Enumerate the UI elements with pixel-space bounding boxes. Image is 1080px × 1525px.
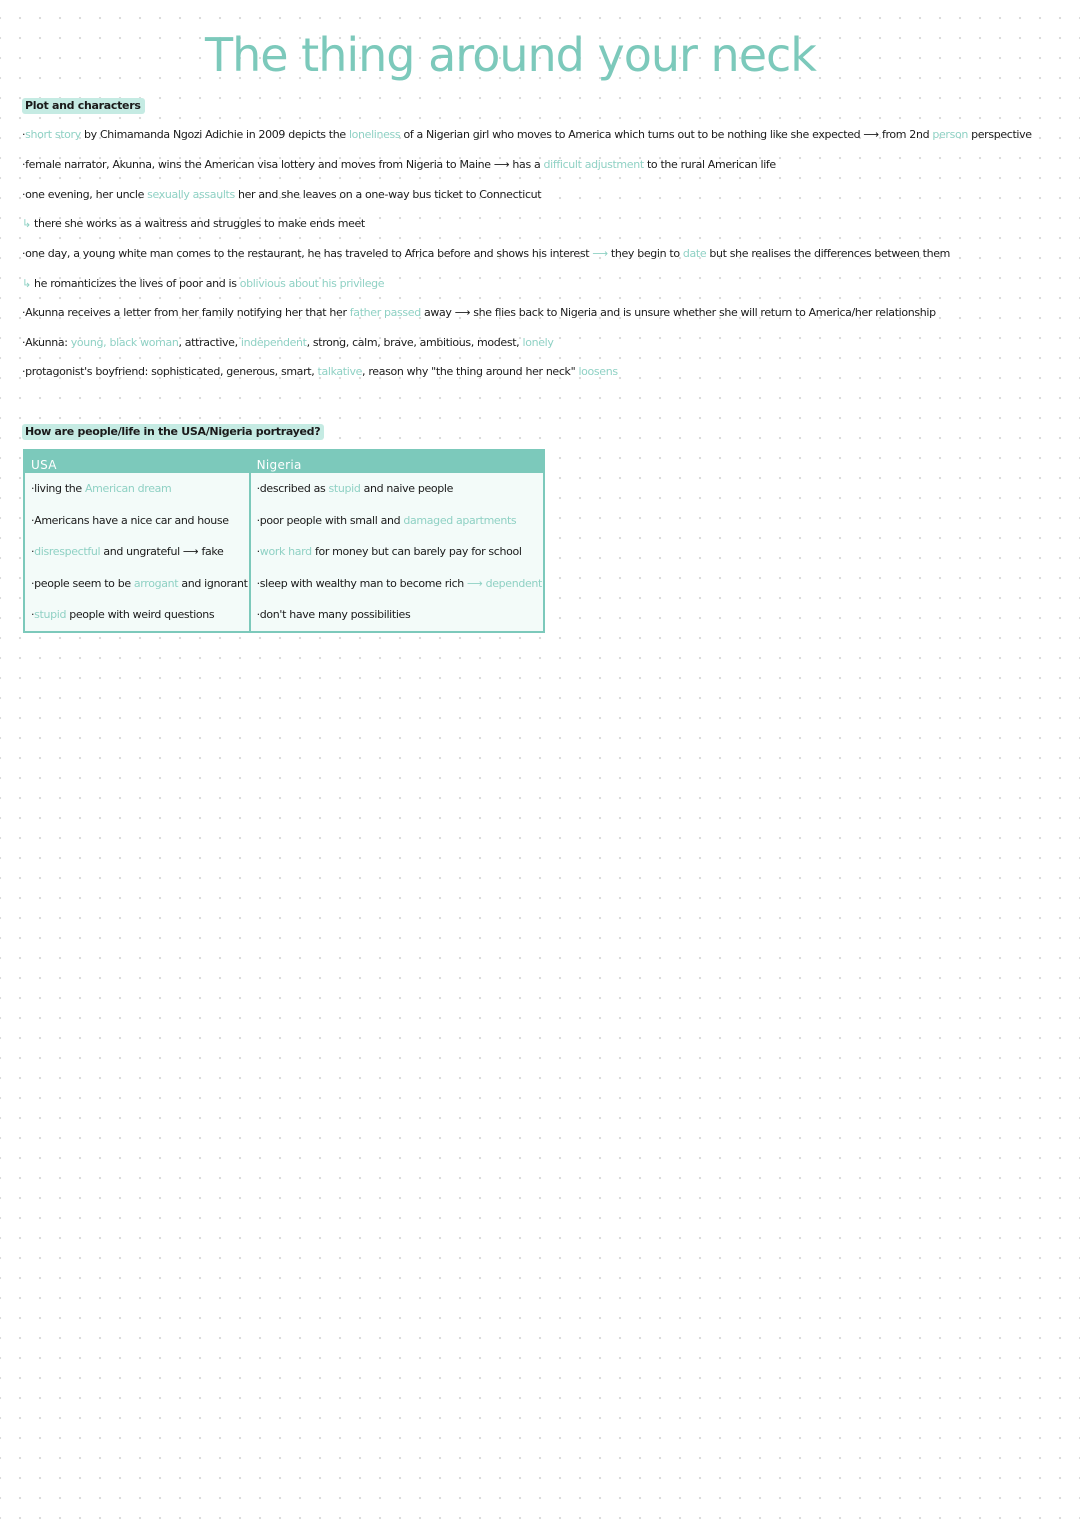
table-cell-usa — [24, 568, 250, 600]
note-text: there she works as a waitress and struggles to make ends meet — [30, 217, 365, 230]
table-cell-text — [252, 545, 542, 558]
highlight-text: difficult adjustment — [543, 158, 644, 171]
note-text: perspective — [967, 128, 1032, 141]
note-line — [22, 306, 936, 319]
table-header-label: USA — [31, 457, 57, 472]
note-text: and ignorant — [178, 576, 248, 590]
table-row — [24, 536, 544, 568]
table-cell-nigeria — [250, 599, 544, 632]
note-line — [22, 128, 1032, 141]
note-text: ·sleep with wealthy man to become rich — [256, 576, 468, 590]
note-text: , strong, calm, brave, ambitious, modest, — [306, 336, 523, 349]
note-text: , reason why "the thing around her neck" — [362, 365, 579, 378]
note-text: ·protagonist's boyfriend: sophisticated, generous, smart, — [22, 365, 318, 378]
note-line — [22, 217, 365, 230]
table-row — [24, 473, 544, 505]
table-cell-usa — [24, 599, 250, 632]
note-text: her and she leaves on a one-way bus ticket to Connecticut — [234, 188, 542, 201]
highlight-text: stupid — [328, 482, 361, 496]
table-row — [24, 599, 544, 632]
note-text: they begin to — [607, 247, 683, 260]
table-cell-text — [252, 608, 542, 621]
highlight-text: work hard — [259, 545, 312, 559]
highlight-text: talkative — [317, 365, 363, 378]
note-line — [22, 336, 553, 349]
highlight-text: father passed — [349, 306, 421, 319]
highlight-text: ↳ — [22, 277, 31, 290]
note-text: · — [256, 545, 260, 559]
table-header-label: Nigeria — [256, 457, 302, 472]
note-text: ·Akunna receives a letter from her family notifying her that her — [22, 306, 350, 319]
highlight-text: person — [932, 128, 968, 141]
highlight-text: ⟶ dependent — [467, 576, 542, 590]
highlight-text: American dream — [84, 482, 172, 496]
note-line — [22, 277, 384, 290]
table-cell-text — [26, 514, 248, 527]
note-text: ·people seem to be — [31, 576, 134, 590]
highlight-text: oblivious about his privilege — [239, 277, 385, 290]
table-cell-text — [26, 608, 248, 621]
highlight-text: short story — [25, 128, 81, 141]
note-text: ·described as — [256, 482, 329, 496]
table-header-row — [24, 450, 544, 473]
note-text: and ungrateful ⟶ fake — [100, 545, 224, 559]
section-heading-table: How are people/life in the USA/Nigeria portrayed? — [22, 424, 324, 440]
highlight-text: lonely — [522, 336, 554, 349]
note-text: people with weird questions — [66, 608, 215, 622]
table-header-usa — [24, 450, 250, 473]
note-text: · — [31, 545, 35, 559]
highlight-text: damaged apartments — [403, 513, 517, 527]
highlight-text: young, black woman — [70, 336, 179, 349]
note-text: ·Akunna: — [22, 336, 71, 349]
highlight-text: stupid — [34, 608, 67, 622]
highlight-text: date — [682, 247, 707, 260]
table-cell-nigeria — [250, 568, 544, 600]
note-line — [22, 247, 950, 260]
note-text: to the rural American life — [643, 158, 776, 171]
table-cell-usa — [24, 473, 250, 505]
note-text: ·one evening, her uncle — [22, 188, 148, 201]
note-text: ·poor people with small and — [256, 513, 404, 527]
table-cell-text — [252, 514, 542, 527]
note-text: and naive people — [360, 482, 454, 496]
note-text: of a Nigerian girl who moves to America which turns out to be nothing like she expected ⟶ from 2nd — [400, 128, 933, 141]
table-cell-text — [252, 482, 542, 495]
table-cell-text — [26, 545, 248, 558]
table-cell-nigeria — [250, 473, 544, 505]
note-line — [22, 188, 541, 201]
note-text: for money but can barely pay for school — [311, 545, 522, 559]
section-heading-plot: Plot and characters — [22, 98, 145, 114]
table-row — [24, 568, 544, 600]
note-text: ·female narrator, Akunna, wins the American visa lottery and moves from Nigeria to Maine ⟶ has a — [22, 158, 544, 171]
note-text: , attractive, — [178, 336, 241, 349]
highlight-text: arrogant — [133, 576, 179, 590]
table-cell-nigeria — [250, 536, 544, 568]
note-line — [22, 158, 776, 171]
note-text: by Chimamanda Ngozi Adichie in 2009 depicts the — [80, 128, 349, 141]
note-text: away ⟶ she flies back to Nigeria and is unsure whether she will return to America/her relationship — [420, 306, 936, 319]
table-cell-text — [252, 577, 542, 590]
highlight-text: ⟶ — [592, 247, 608, 260]
note-text: ·don't have many possibilities — [256, 608, 411, 622]
table-cell-usa — [24, 505, 250, 537]
note-text: he romanticizes the lives of poor and is — [30, 277, 240, 290]
table-row — [24, 505, 544, 537]
page-title: The thing around your neck — [205, 28, 816, 82]
table-cell-text — [26, 482, 248, 495]
highlight-text: independent — [240, 336, 307, 349]
highlight-text: loosens — [578, 365, 618, 378]
note-line — [22, 365, 618, 378]
note-text: but she realises the differences between them — [706, 247, 951, 260]
note-text: ·Americans have a nice car and house — [31, 513, 229, 527]
note-text: ·one day, a young white man comes to the restaurant, he has traveled to Africa before and shows his interest — [22, 247, 593, 260]
highlight-text: sexually assaults — [147, 188, 235, 201]
comparison-table — [23, 449, 545, 633]
table-cell-text — [26, 577, 248, 590]
table-header-nigeria — [250, 450, 544, 473]
highlight-text: ↳ — [22, 217, 31, 230]
table-cell-nigeria — [250, 505, 544, 537]
highlight-text: loneliness — [348, 128, 401, 141]
note-text: · — [22, 128, 26, 141]
table-cell-usa — [24, 536, 250, 568]
note-text: · — [31, 608, 35, 622]
note-text: ·living the — [31, 482, 85, 496]
highlight-text: disrespectful — [34, 545, 101, 559]
